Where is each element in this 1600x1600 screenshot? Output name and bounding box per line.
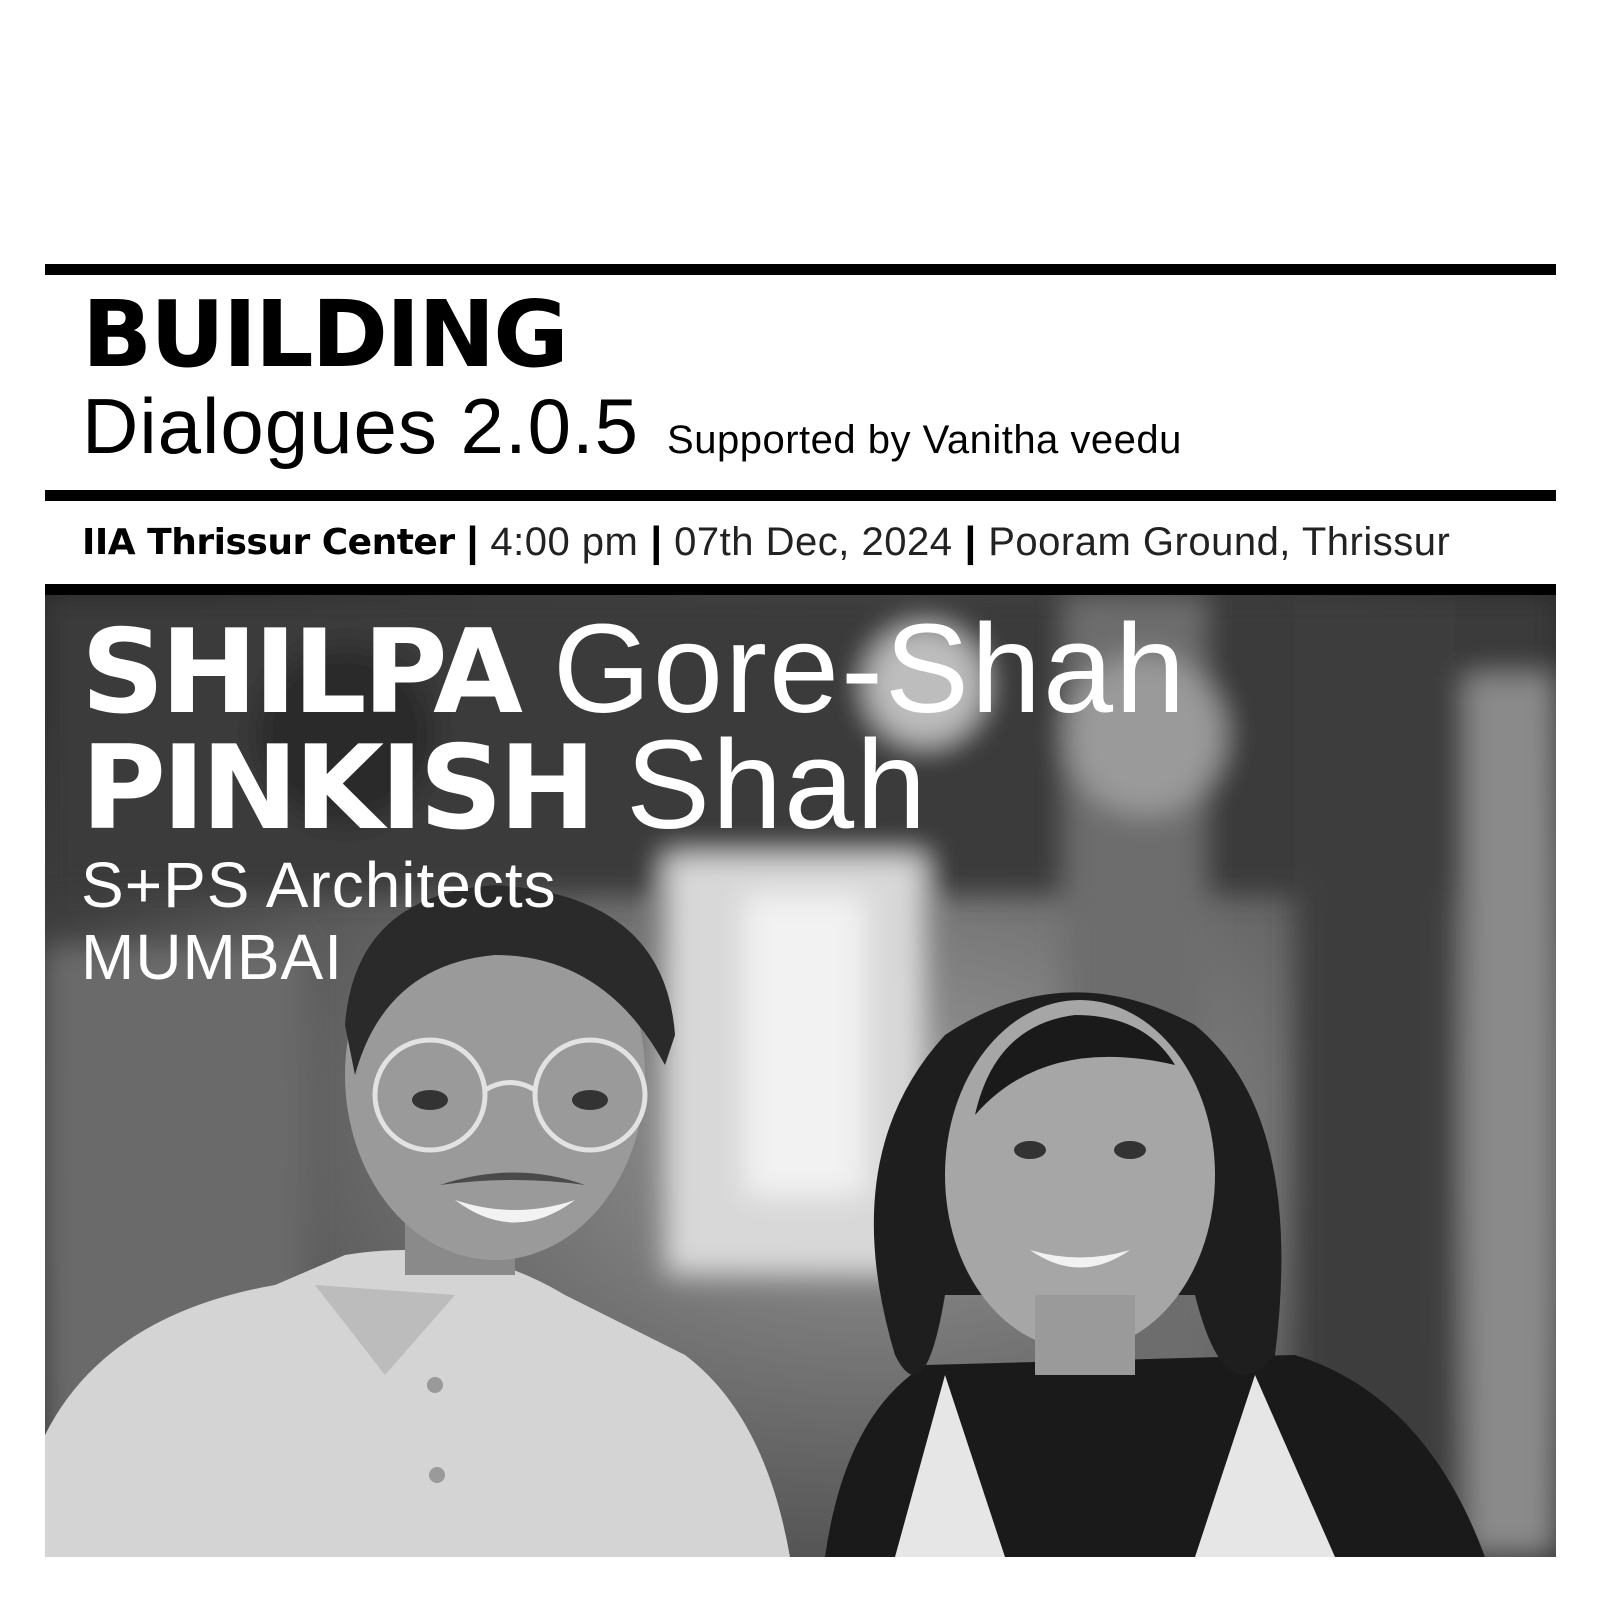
speaker-1-last-name: Gore-Shah xyxy=(552,598,1188,739)
title-block xyxy=(82,281,1182,471)
speaker-2-first-name: PINKISH xyxy=(81,721,592,856)
event-info-row xyxy=(82,512,1450,572)
event-venue: Pooram Ground, Thrissur xyxy=(988,519,1451,564)
firm-name: S+PS Architects xyxy=(81,849,557,921)
separator: | xyxy=(650,518,663,565)
event-time: 4:00 pm xyxy=(490,519,639,564)
middle-rule xyxy=(45,490,1556,501)
event-subtitle: Dialogues 2.0.5 xyxy=(82,382,640,470)
city-name: MUMBAI xyxy=(81,921,343,993)
sponsor-text: Supported by Vanitha veedu xyxy=(667,418,1182,462)
speaker-names xyxy=(81,598,1188,993)
speaker-1 xyxy=(81,598,1188,740)
speakers-photo xyxy=(45,595,1556,1557)
organizer: IIA Thrissur Center xyxy=(82,521,455,563)
event-title: BUILDING xyxy=(82,281,567,388)
top-rule xyxy=(45,264,1556,275)
subtitle-row xyxy=(82,381,1182,471)
speaker-2-last-name: Shah xyxy=(625,714,929,855)
bottom-rule xyxy=(45,584,1556,595)
speaker-1-first-name: SHILPA xyxy=(81,605,519,740)
event-date: 07th Dec, 2024 xyxy=(674,519,953,564)
separator: | xyxy=(964,518,977,565)
speaker-2 xyxy=(81,714,1187,856)
separator: | xyxy=(466,518,479,565)
